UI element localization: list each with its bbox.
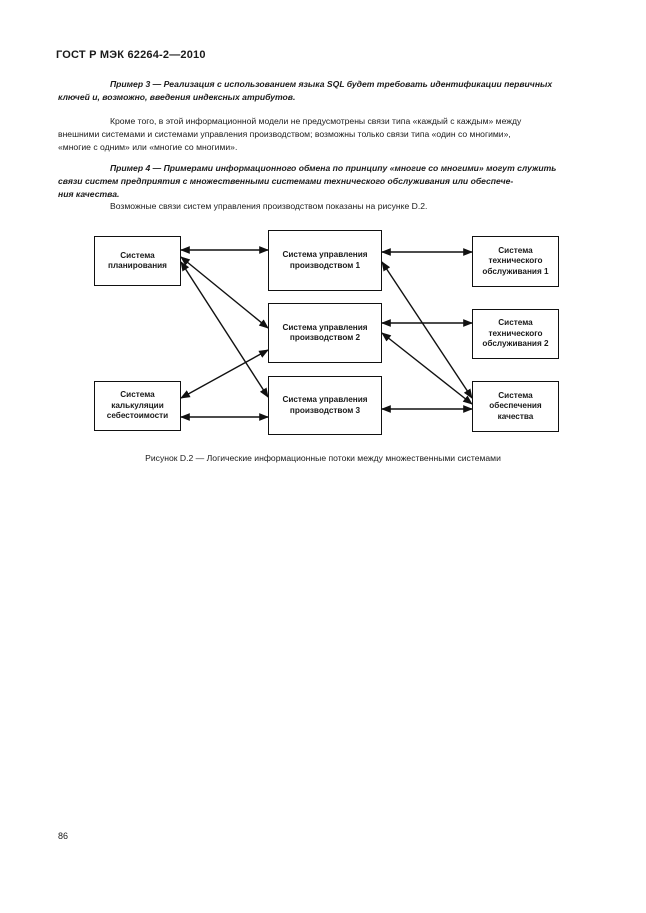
document-header: ГОСТ Р МЭК 62264-2—2010 (56, 49, 206, 61)
box-maintenance-1: Система технического обслуживания 1 (472, 236, 559, 287)
paragraph-2-text: Возможные связи систем управления производством показаны на рисунке D.2. (110, 201, 428, 211)
arrow-planning-mes2 (181, 257, 268, 328)
paragraph-1-line-2: внешними системами и системами управления производством; возможны только связи типа «один со многими», (58, 129, 511, 139)
box-costing: Система калькуляции себестоимости (94, 381, 181, 431)
box-planning: Система планирования (94, 236, 181, 286)
example-3-label: Пример 3 (110, 79, 151, 89)
box-mes-2: Система управления производством 2 (268, 303, 382, 363)
arrow-mes2-quality (382, 333, 472, 404)
arrow-planning-mes3 (181, 262, 268, 397)
arrow-costing-mes2 (181, 350, 268, 398)
example-4-text-3: ния качества. (58, 189, 120, 199)
box-maintenance-2: Система технического обслуживания 2 (472, 309, 559, 359)
box-quality: Система обеспечения качества (472, 381, 559, 432)
paragraph-1-line-1: Кроме того, в этой информационной модели не предусмотрены связи типа «каждый с каждым» между (110, 116, 522, 126)
arrow-mes1-quality (382, 262, 472, 398)
example-4-text-1: — Примерами информационного обмена по принципу «многие со многими» могут служить (150, 163, 557, 173)
box-mes-1: Система управления производством 1 (268, 230, 382, 291)
box-mes-3: Система управления производством 3 (268, 376, 382, 435)
figure-caption: Рисунок D.2 — Логические информационные потоки между множественными системами (145, 453, 501, 463)
example-4-text-2: связи систем предприятия с множественными системами технического обслуживания или обеспече- (58, 176, 514, 186)
example-3-text-1: — Реализация с использованием языка SQL будет требовать идентификации первичных (150, 79, 553, 89)
example-3-text-2: ключей и, возможно, введения индексных атрибутов. (58, 92, 296, 102)
page-number: 86 (58, 831, 69, 841)
paragraph-1-line-3: «многие с одним» или «многие со многими». (58, 142, 238, 152)
example-4-label: Пример 4 (110, 163, 151, 173)
